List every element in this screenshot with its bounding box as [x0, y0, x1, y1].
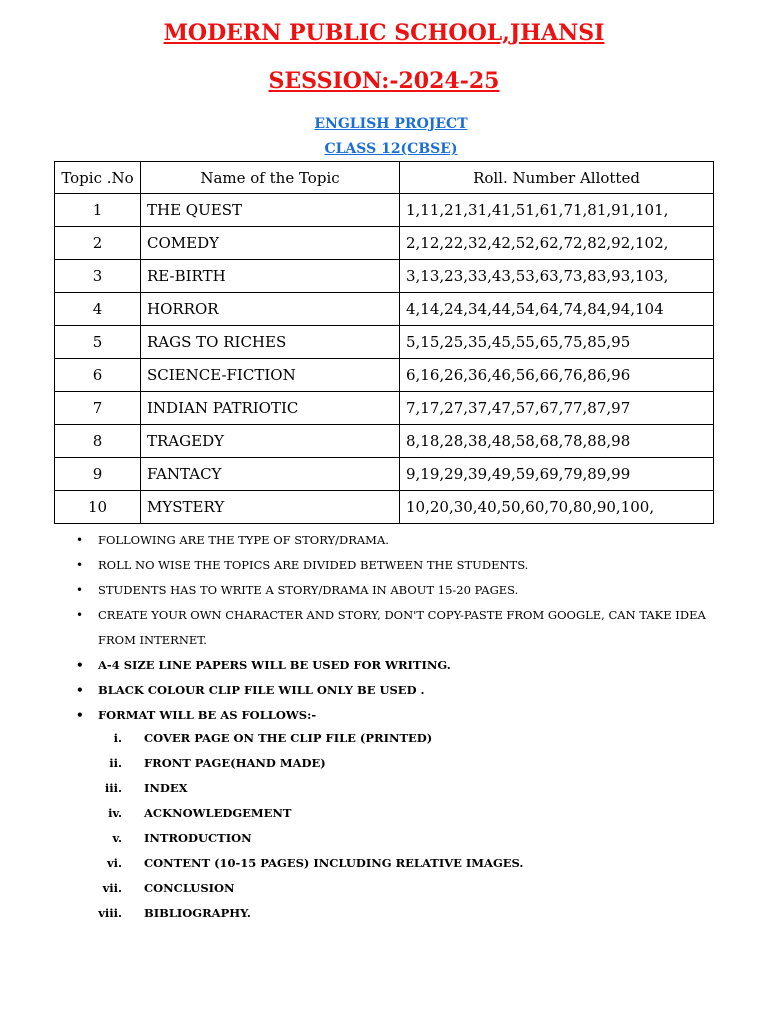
- roll-numbers: 3,13,23,33,43,53,63,73,83,93,103,: [400, 260, 714, 293]
- format-number: viii.: [98, 906, 122, 920]
- session-title: SESSION:-2024-25: [268, 68, 500, 94]
- note-item: • STUDENTS HAS TO WRITE A STORY/DRAMA IN ABOUT 15-20 PAGES.: [0, 578, 768, 603]
- format-text: CONCLUSION: [144, 881, 235, 895]
- topic-no: 4: [55, 293, 141, 326]
- topic-no: 3: [55, 260, 141, 293]
- topic-no: 10: [55, 491, 141, 524]
- format-item: [0, 876, 768, 901]
- roll-numbers: 10,20,30,40,50,60,70,80,90,100,: [400, 491, 714, 524]
- format-number: vii.: [102, 881, 122, 895]
- project-subtitle: ENGLISH PROJECT: [314, 116, 468, 132]
- topic-no: 1: [55, 194, 141, 227]
- topic-no: 8: [55, 425, 141, 458]
- topic-name: FANTACY: [141, 458, 400, 491]
- roll-numbers: 8,18,28,38,48,58,68,78,88,98: [400, 425, 714, 458]
- format-text: FRONT PAGE(HAND MADE): [144, 756, 326, 770]
- format-text: BIBLIOGRAPHY.: [144, 906, 251, 920]
- roll-numbers: 9,19,29,39,49,59,69,79,89,99: [400, 458, 714, 491]
- topic-name: TRAGEDY: [141, 425, 400, 458]
- class-subtitle: CLASS 12(CBSE): [324, 141, 458, 157]
- format-item: [0, 726, 768, 751]
- notes-list: [0, 528, 768, 728]
- table-row: [55, 359, 714, 392]
- roll-numbers: 6,16,26,36,46,56,66,76,86,96: [400, 359, 714, 392]
- table-row: [55, 260, 714, 293]
- topic-name: RAGS TO RICHES: [141, 326, 400, 359]
- format-number: vi.: [106, 856, 122, 870]
- format-text: ACKNOWLEDGEMENT: [144, 806, 292, 820]
- format-text: COVER PAGE ON THE CLIP FILE (PRINTED): [144, 731, 433, 745]
- school-title: MODERN PUBLIC SCHOOL,JHANSI: [163, 20, 605, 46]
- format-number: i.: [113, 731, 122, 745]
- format-item: [0, 776, 768, 801]
- topic-allocation-table: [54, 161, 714, 524]
- format-text: INTRODUCTION: [144, 831, 252, 845]
- topic-no: 9: [55, 458, 141, 491]
- topic-no: 7: [55, 392, 141, 425]
- format-item: [0, 851, 768, 876]
- format-number: ii.: [109, 756, 122, 770]
- topic-no: 2: [55, 227, 141, 260]
- header-topic-no: Topic .No: [55, 162, 141, 194]
- format-text: INDEX: [144, 781, 188, 795]
- instruction-item: • A-4 SIZE LINE PAPERS WILL BE USED FOR WRITING.: [0, 653, 768, 678]
- table-row: [55, 194, 714, 227]
- topic-name: COMEDY: [141, 227, 400, 260]
- table-row: [55, 458, 714, 491]
- topic-name: SCIENCE-FICTION: [141, 359, 400, 392]
- topic-no: 6: [55, 359, 141, 392]
- roll-numbers: 4,14,24,34,44,54,64,74,84,94,104: [400, 293, 714, 326]
- format-number: iii.: [104, 781, 122, 795]
- instruction-item: • FORMAT WILL BE AS FOLLOWS:-: [0, 703, 768, 728]
- format-item: [0, 751, 768, 776]
- table-row: [55, 491, 714, 524]
- topic-no: 5: [55, 326, 141, 359]
- topic-name: INDIAN PATRIOTIC: [141, 392, 400, 425]
- note-item: • CREATE YOUR OWN CHARACTER AND STORY, DON'T COPY-PASTE FROM GOOGLE, CAN TAKE IDEA FROM INTERNET.: [0, 603, 738, 653]
- roll-numbers: 2,12,22,32,42,52,62,72,82,92,102,: [400, 227, 714, 260]
- format-item: [0, 801, 768, 826]
- table-row: [55, 425, 714, 458]
- table-row: [55, 392, 714, 425]
- format-number: iv.: [108, 806, 122, 820]
- table-header-row: [55, 162, 714, 194]
- roll-numbers: 5,15,25,35,45,55,65,75,85,95: [400, 326, 714, 359]
- note-item: • ROLL NO WISE THE TOPICS ARE DIVIDED BETWEEN THE STUDENTS.: [0, 553, 768, 578]
- topic-name: THE QUEST: [141, 194, 400, 227]
- topic-name: MYSTERY: [141, 491, 400, 524]
- table-row: [55, 326, 714, 359]
- format-item: [0, 826, 768, 851]
- format-text: CONTENT (10-15 PAGES) INCLUDING RELATIVE IMAGES.: [144, 856, 524, 870]
- table-row: [55, 227, 714, 260]
- note-item: • FOLLOWING ARE THE TYPE OF STORY/DRAMA.: [0, 528, 768, 553]
- instruction-item: • BLACK COLOUR CLIP FILE WILL ONLY BE USED .: [0, 678, 768, 703]
- topic-name: HORROR: [141, 293, 400, 326]
- format-list: [0, 726, 768, 926]
- topic-name: RE-BIRTH: [141, 260, 400, 293]
- header-roll-numbers: Roll. Number Allotted: [400, 162, 714, 194]
- roll-numbers: 7,17,27,37,47,57,67,77,87,97: [400, 392, 714, 425]
- format-number: v.: [112, 831, 122, 845]
- table-row: [55, 293, 714, 326]
- format-item: [0, 901, 768, 926]
- header-topic-name: Name of the Topic: [141, 162, 400, 194]
- roll-numbers: 1,11,21,31,41,51,61,71,81,91,101,: [400, 194, 714, 227]
